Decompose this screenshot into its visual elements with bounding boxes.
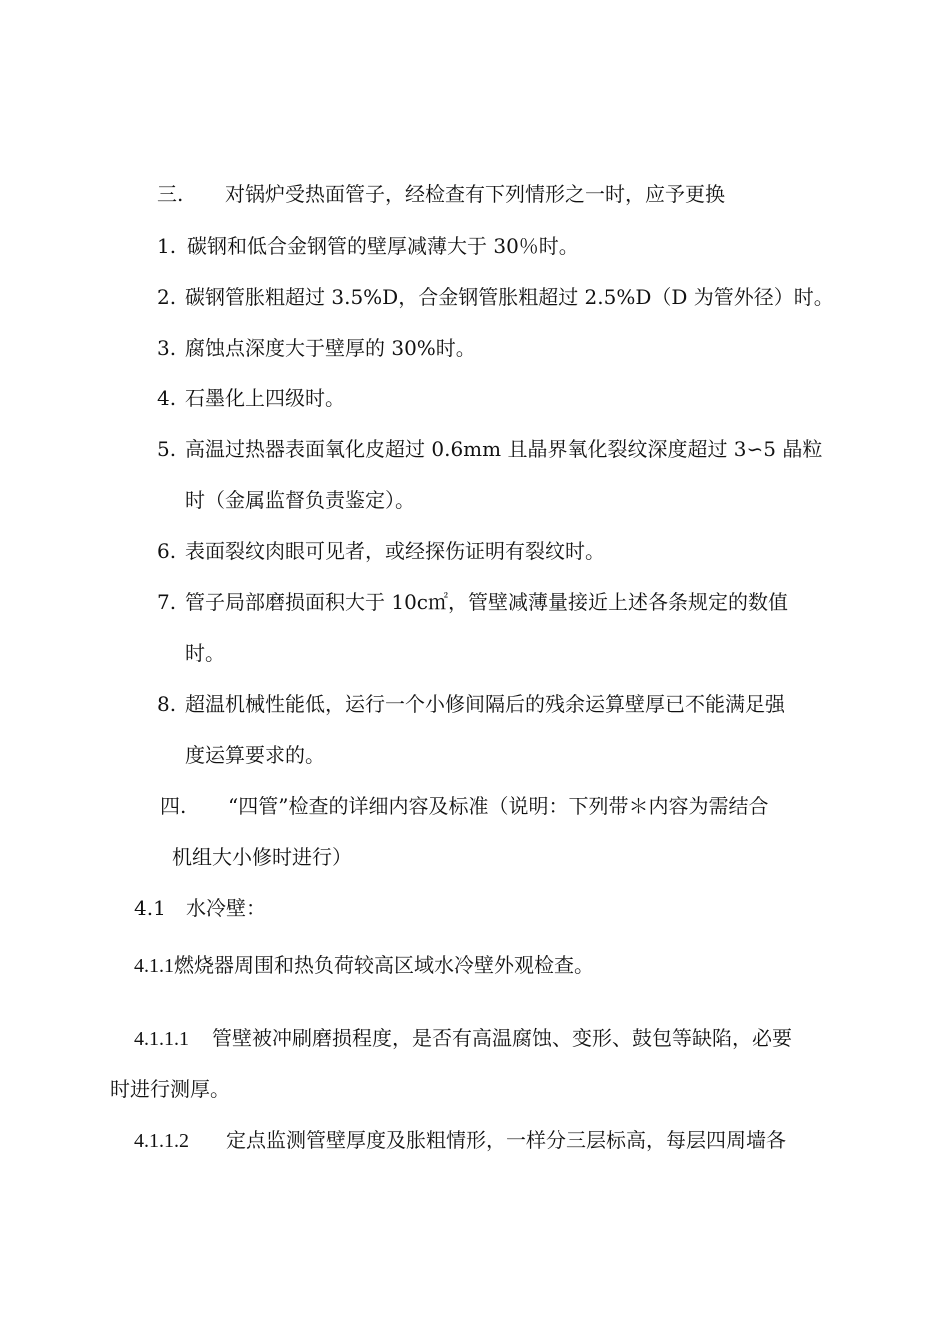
list-item-number: 6.	[157, 539, 177, 563]
list-item-text: 高温过热器表面氧化皮超过 0.6mm 且晶界氧化裂纹深度超过 3∽5 晶粒	[185, 437, 823, 461]
list-item-number: 1.	[157, 234, 177, 258]
subsection-4-1-1-1-continuation: 时进行测厚。	[110, 1077, 230, 1101]
subsection-number: 4.1.1.2	[134, 1130, 189, 1152]
list-item-number: 7.	[157, 590, 177, 614]
list-item-number: 5.	[157, 437, 177, 461]
section-4-heading	[160, 793, 768, 819]
section-3-heading	[157, 181, 725, 207]
subsection-number: 4.1	[134, 896, 166, 920]
list-item-number: 4.	[157, 386, 177, 410]
list-item-text: 超温机械性能低，运行一个小修间隔后的残余运算壁厚已不能满足强	[185, 692, 785, 716]
list-item-4	[157, 385, 345, 411]
list-item-text: 腐蚀点深度大于壁厚的 30%时。	[185, 336, 476, 360]
section-3-marker: 三.	[157, 182, 184, 206]
list-item-1	[157, 233, 579, 259]
section-4-marker: 四.	[160, 794, 187, 818]
section-4-title: “四管”检查的详细内容及标准（说明：下列带＊内容为需结合	[228, 794, 769, 818]
subsection-number: 4.1.1.1	[134, 1028, 189, 1050]
list-item-2	[157, 284, 834, 310]
list-item-text: 碳钢和低合金钢管的壁厚减薄大于 30％时。	[187, 234, 579, 258]
list-item-number: 3.	[157, 336, 177, 360]
subsection-number: 4.1.1	[134, 955, 174, 977]
subsection-4-1-1	[134, 952, 594, 979]
subsection-4-1-1-2	[134, 1127, 786, 1154]
list-item-5-continuation: 时（金属监督负责鉴定）。	[185, 488, 415, 512]
list-item-text: 管子局部磨损面积大于 10c㎡，管壁减薄量接近上述各条规定的数值	[185, 590, 789, 614]
list-item-7	[157, 589, 788, 615]
subsection-4-1	[134, 895, 266, 921]
subsection-text: 定点监测管壁厚度及胀粗情形，一样分三层标高，每层四周墙各	[226, 1128, 786, 1152]
list-item-number: 8.	[157, 692, 177, 716]
list-item-3	[157, 335, 476, 361]
subsection-title: 水冷壁：	[186, 896, 266, 920]
list-item-8-continuation: 度运算要求的。	[185, 743, 325, 767]
section-3-title: 对锅炉受热面管子，经检查有下列情形之一时，应予更换	[225, 182, 725, 206]
list-item-text: 石墨化上四级时。	[185, 386, 345, 410]
list-item-8	[157, 691, 785, 717]
subsection-4-1-1-1	[134, 1025, 792, 1052]
list-item-text: 表面裂纹肉眼可见者，或经探伤证明有裂纹时。	[185, 539, 605, 563]
list-item-text: 碳钢管胀粗超过 3.5%D，合金钢管胀粗超过 2.5%D（D 为管外径）时。	[185, 285, 834, 309]
list-item-5	[157, 436, 822, 462]
section-4-heading-continuation: 机组大小修时进行）	[172, 845, 352, 869]
subsection-title: 燃烧器周围和热负荷较高区域水冷壁外观检查。	[174, 953, 594, 977]
list-item-7-continuation: 时。	[185, 641, 225, 665]
list-item-6	[157, 538, 605, 564]
list-item-number: 2.	[157, 285, 177, 309]
subsection-text: 管壁被冲刷磨损程度，是否有高温腐蚀、变形、鼓包等缺陷，必要	[212, 1026, 792, 1050]
